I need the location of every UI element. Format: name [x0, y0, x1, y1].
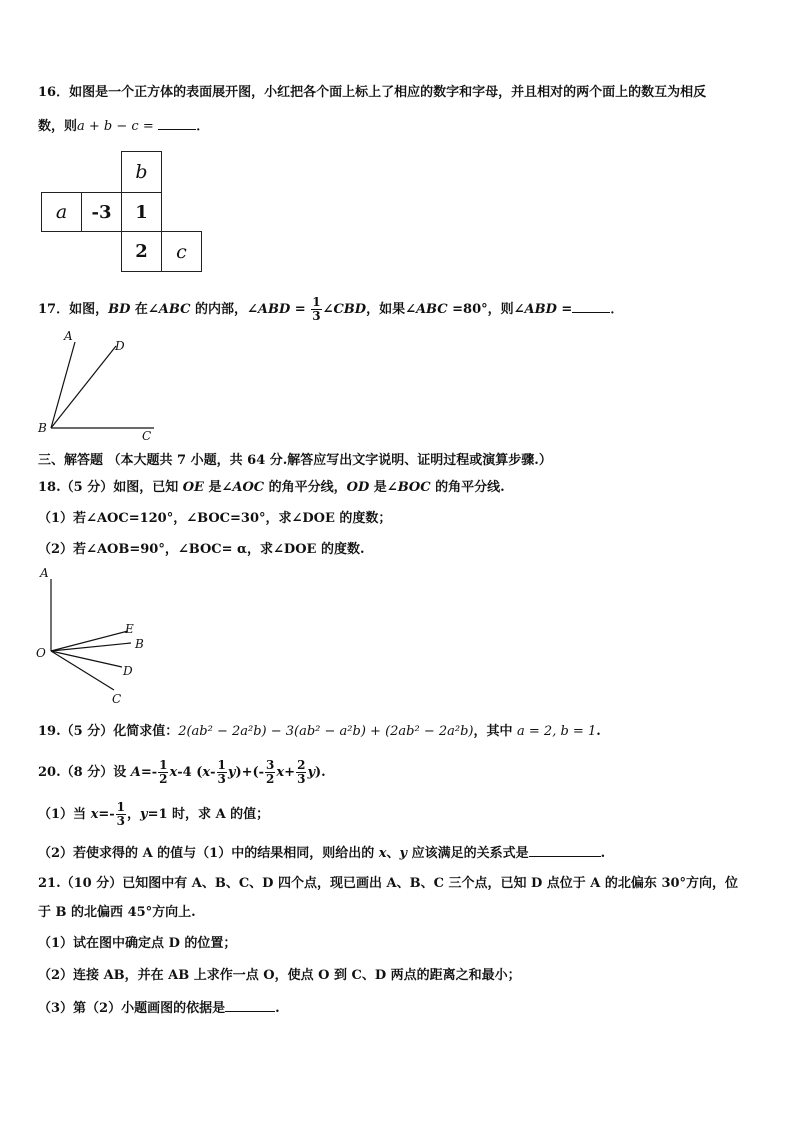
q20-p2-text: 应该满足的关系式是	[407, 846, 529, 861]
q17-abd: ABD	[257, 302, 291, 317]
q19-prefix: 19.（5 分）化简求值：	[38, 724, 179, 739]
q20-frac1-den: 2	[159, 772, 168, 786]
q20-frac3	[265, 759, 275, 786]
q20-frac2-den: 3	[217, 772, 226, 786]
q21-part1: （1）试在图中确定点 D 的位置；	[38, 936, 237, 951]
q17-angle-figure	[30, 328, 170, 443]
q21-p3-text: （3）第（2）小题画图的依据是	[38, 1001, 226, 1016]
q18-label-d: D	[123, 664, 133, 678]
q17-ray-bd	[51, 346, 116, 428]
q18-label-o: O	[36, 646, 46, 660]
q20-p2-x: x	[378, 846, 387, 861]
q17-text: ．	[610, 302, 624, 317]
q17-answer-blank	[572, 298, 610, 313]
q17-label-c: C	[142, 429, 152, 443]
q17-text: ∠	[322, 302, 334, 317]
q20-line	[38, 758, 326, 788]
q20-p1-y: y	[140, 807, 148, 822]
q18-part1: （1）若∠AOC=120°，∠BOC=30°，求∠DOE 的度数；	[38, 511, 392, 526]
q18-boc: BOC	[397, 480, 431, 495]
q20-part2	[38, 842, 605, 864]
q21-line2: 于 B 的北偏西 45°方向上.	[38, 905, 196, 920]
q20-frac2	[217, 759, 227, 786]
q16-line2-prefix: 数，则	[38, 119, 78, 134]
q20-frac1-num: 1	[159, 758, 168, 772]
q20-part1	[38, 800, 269, 830]
q21-p3-text: .	[275, 1001, 280, 1016]
q18-ray-od	[51, 651, 122, 667]
cube-cell-c: c	[161, 231, 202, 272]
q17-prefix: 17．如图，	[38, 302, 109, 317]
cube-cell-1: 1	[121, 192, 162, 232]
cube-cell-2: 2	[121, 231, 162, 272]
q17-abc: ABC	[158, 302, 191, 317]
q18-angle-figure	[30, 562, 160, 710]
q17-ray-ba	[51, 342, 75, 428]
section-three-header: 三、解答题 （本大题共 7 小题，共 64 分.解答应写出文字说明、证明过程或演算步骤.）	[38, 453, 552, 468]
q17-line	[38, 296, 623, 323]
q20-y: y	[307, 765, 315, 780]
cube-cell-b: b	[121, 151, 162, 193]
q18-ray-ob	[51, 643, 131, 651]
q18-text: 的角平分线，	[264, 480, 347, 495]
q20-y: y	[227, 765, 236, 780]
q17-abd2: ABD	[524, 302, 557, 317]
q20-x: x	[202, 765, 211, 780]
q18-label-c: C	[112, 692, 122, 706]
q20-x: x	[276, 765, 285, 780]
q18-title	[38, 478, 505, 498]
q20-p1-frac-den: 3	[116, 814, 125, 828]
q17-text: =80°，则∠	[447, 302, 525, 317]
q20-p1-x: x	[90, 807, 99, 822]
q17-text: 在∠	[130, 302, 159, 317]
q17-fraction	[311, 296, 321, 323]
cube-cell-neg3: -3	[81, 192, 122, 232]
q20-x: x	[169, 765, 178, 780]
q20-frac4-den: 3	[297, 772, 306, 786]
q17-label-d: D	[115, 339, 125, 353]
q21-answer-blank	[225, 997, 275, 1012]
q20-p1-frac-num: 1	[116, 800, 125, 814]
q18-label-b: B	[135, 637, 144, 651]
q17-text: 的内部，∠	[190, 302, 258, 317]
q20-text: ).	[315, 765, 326, 780]
q20-p1-text: ，	[127, 807, 141, 822]
q20-p2-y: y	[399, 846, 408, 861]
q20-p2-text: （2）若使求得的 A 的值与（1）中的结果相同，则给出的	[38, 846, 379, 861]
q17-abc2: ABC	[415, 302, 448, 317]
q21-part3	[38, 997, 280, 1019]
q21-part2: （2）连接 AB，并在 AB 上求作一点 O，使点 O 到 C、D 两点的距离之和最小；	[38, 968, 521, 983]
cube-cell-a: a	[41, 192, 82, 232]
q18-label-a: A	[40, 566, 49, 580]
q20-p2-text: 、	[386, 846, 400, 861]
q18-ray-oe	[51, 631, 128, 651]
q17-label-b: B	[38, 421, 47, 435]
q20-frac3-num: 3	[266, 758, 275, 772]
q18-od: OD	[346, 480, 370, 495]
q20-p2-text: .	[600, 846, 606, 861]
q20-p1-text: =1 时，求 A 的值；	[147, 807, 270, 822]
q20-p1-text: =-	[98, 807, 115, 822]
q20-frac4-num: 2	[297, 758, 306, 772]
q20-frac1	[158, 759, 168, 786]
q17-frac-den: 3	[312, 309, 321, 323]
q17-text: =	[556, 302, 573, 317]
q21-line1: 21.（10 分）已知图中有 A、B、C、D 四个点，现已画出 A、B、C 三个点，已知 D 点位于 A 的北偏东 30°方向，位	[38, 876, 739, 891]
q18-aoc: AOC	[232, 480, 265, 495]
q19-condition: a = 2, b = 1	[517, 724, 597, 739]
q18-ray-oc	[51, 651, 114, 690]
q18-text: 18.（5 分）如图，已知	[38, 480, 183, 495]
q20-p1-text: （1）当	[38, 807, 91, 822]
q19-line	[38, 722, 601, 742]
q18-text: 的角平分线.	[430, 480, 505, 495]
q16-line2-suffix: ．	[196, 119, 210, 134]
q17-text: ，如果∠	[366, 302, 416, 317]
q19-end: .	[596, 724, 601, 739]
q20-frac3-den: 2	[266, 772, 275, 786]
q18-label-e: E	[125, 622, 134, 636]
q17-text: =	[290, 302, 306, 317]
q20-var-a: A	[130, 765, 141, 780]
q20-answer-blank	[529, 842, 601, 857]
q16-expression: a + b − c =	[77, 119, 154, 134]
q18-text: 是∠	[369, 480, 398, 495]
q19-expression: 2(ab² − 2a²b) − 3(ab² − a²b) + (2ab² − 2a²b)	[178, 724, 474, 739]
q20-text: =-	[140, 765, 158, 780]
q20-text: -4 (	[177, 765, 203, 780]
q17-frac-num: 1	[312, 295, 321, 309]
q18-oe: OE	[182, 480, 204, 495]
q20-frac2-num: 1	[217, 758, 226, 772]
q18-text: 是∠	[203, 480, 233, 495]
q16-line1: 16．如图是一个正方体的表面展开图，小红把各个面上标上了相应的数字和字母，并且相对的两个面上的数互为相反	[38, 85, 707, 100]
q20-text: -	[210, 765, 216, 780]
q20-prefix: 20.（8 分）设	[38, 765, 131, 780]
q20-p1-frac	[116, 801, 126, 828]
q19-mid: ，其中	[473, 724, 518, 739]
q17-bd: BD	[108, 302, 131, 317]
q16-answer-blank	[158, 115, 196, 130]
q16-line2	[38, 115, 209, 137]
q18-part2: （2）若∠AOB=90°，∠BOC= α，求∠DOE 的度数.	[38, 542, 365, 557]
q20-frac4	[296, 759, 306, 786]
q20-text: +	[284, 765, 296, 780]
q17-label-a: A	[64, 329, 73, 343]
q17-cbd: CBD	[333, 302, 367, 317]
q20-text: )+(-	[235, 765, 265, 780]
